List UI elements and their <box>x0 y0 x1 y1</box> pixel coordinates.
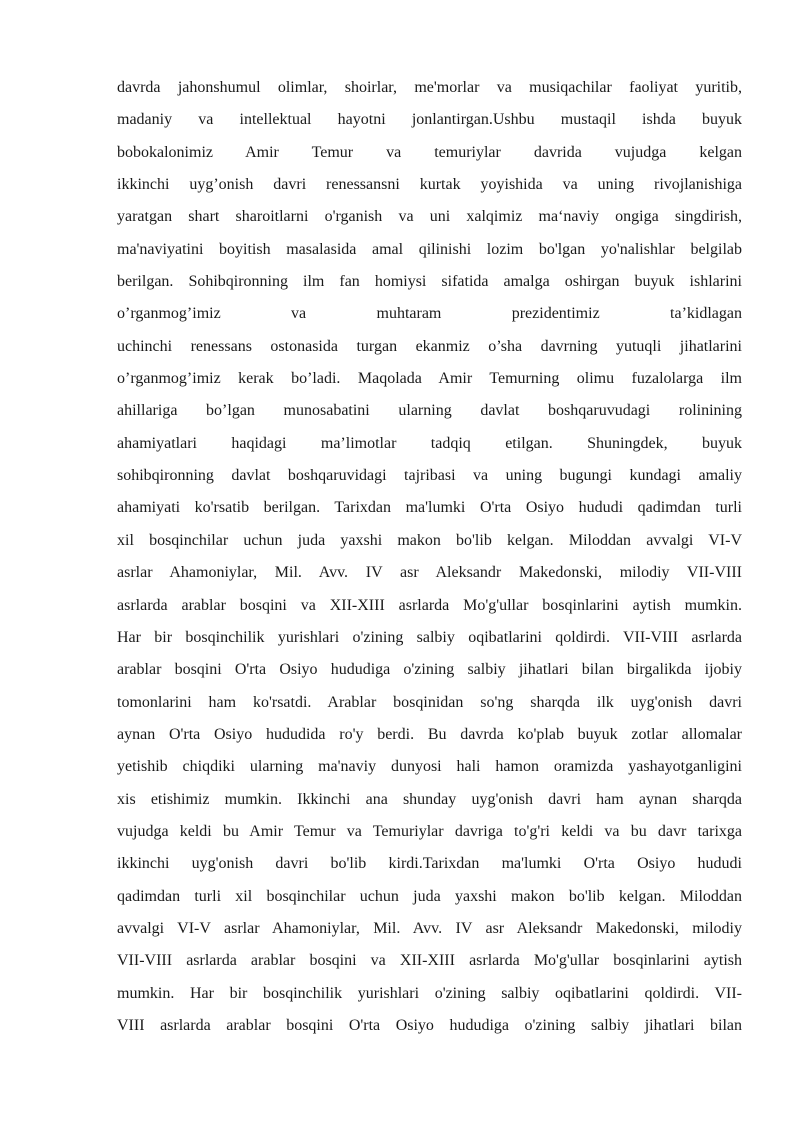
text-line: tomonlarini ham ko'rsatdi. Arablar bosqinidan so'ng sharqda ilk uyg'onish davri <box>117 693 742 711</box>
text-line: ma'naviyatini boyitish masalasida amal qilinishi lozim bo'lgan yo'nalishlar belgilab <box>117 240 742 258</box>
text-line: mumkin. Har bir bosqinchilik yurishlari o'zining salbiy oqibatlarini qoldirdi. VII- <box>117 984 742 1002</box>
text-line: qadimdan turli xil bosqinchilar uchun juda yaxshi makon bo'lib kelgan. Miloddan <box>117 887 742 905</box>
text-line: ahamiyati ko'rsatib berilgan. Tarixdan ma'lumki O'rta Osiyo hududi qadimdan turli <box>117 499 742 517</box>
text-line: vujudga keldi bu Amir Temur va Temuriylar davriga to'g'ri keldi va bu davr tarixga <box>117 822 742 840</box>
text-line: berilgan. Sohibqironning ilm fan homiysi sifatida amalga oshirgan buyuk ishlarini <box>117 273 742 291</box>
body-text <box>117 72 742 1042</box>
text-line: VII-VIII asrlarda arablar bosqini va XII-XIII asrlarda Mo'g'ullar bosqinlarini aytish <box>117 952 742 970</box>
text-line: aynan O'rta Osiyo hududida ro'y berdi. Bu davrda ko'plab buyuk zotlar allomalar <box>117 725 742 743</box>
text-line: ahillariga bo’lgan munosabatini ularning davlat boshqaruvudagi rolinining <box>117 402 742 420</box>
text-line: xil bosqinchilar uchun juda yaxshi makon bo'lib kelgan. Miloddan avvalgi VI-V <box>117 531 742 549</box>
text-line: VIII asrlarda arablar bosqini O'rta Osiyo hududiga o'zining salbiy jihatlari bilan <box>117 1016 742 1034</box>
text-line: ikkinchi uyg’onish davri renessansni kurtak yoyishida va uning rivojlanishiga <box>117 176 742 194</box>
text-line: asrlarda arablar bosqini va XII-XIII asrlarda Mo'g'ullar bosqinlarini aytish mumkin. <box>117 596 742 614</box>
text-line: ahamiyatlari haqidagi ma’limotlar tadqiq etilgan. Shuningdek, buyuk <box>117 434 742 452</box>
text-line: uchinchi renessans ostonasida turgan ekanmiz o’sha davrning yutuqli jihatlarini <box>117 337 742 355</box>
text-line: davrda jahonshumul olimlar, shoirlar, me'morlar va musiqachilar faoliyat yuritib, <box>117 79 742 96</box>
text-line: avvalgi VI-V asrlar Ahamoniylar, Mil. Avv. IV asr Aleksandr Makedonski, milodiy <box>117 919 742 937</box>
text-line: o’rganmog’imiz va muhtaram prezidentimiz ta’kidlagan <box>117 305 742 323</box>
text-line: Har bir bosqinchilik yurishlari o'zining salbiy oqibatlarini qoldirdi. VII-VIII asrlarda <box>117 628 742 646</box>
text-line: xis etishimiz mumkin. Ikkinchi ana shunday uyg'onish davri ham aynan sharqda <box>117 790 742 808</box>
text-line: arablar bosqini O'rta Osiyo hududiga o'zining salbiy jihatlari bilan birgalikda ijobiy <box>117 661 742 679</box>
text-line: yetishib chiqdiki ularning ma'naviy dunyosi hali hamon oramizda yashayotganligini <box>117 758 742 776</box>
text-line: asrlar Ahamoniylar, Mil. Avv. IV asr Aleksandr Makedonski, milodiy VII-VIII <box>117 564 742 582</box>
text-line: yaratgan shart sharoitlarni o'rganish va uni xalqimiz ma‘naviy ongiga singdirish, <box>117 208 742 226</box>
text-line: ikkinchi uyg'onish davri bo'lib kirdi.Tarixdan ma'lumki O'rta Osiyo hududi <box>117 855 742 873</box>
text-line: sohibqironning davlat boshqaruvidagi tajribasi va uning bugungi kundagi amaliy <box>117 467 742 485</box>
text-line: bobokalonimiz Amir Temur va temuriylar davrida vujudga kelgan <box>117 143 742 161</box>
text-line: madaniy va intellektual hayotni jonlantirgan.Ushbu mustaqil ishda buyuk <box>117 111 742 129</box>
text-line: o’rganmog’imiz kerak bo’ladi. Maqolada Amir Temurning olimu fuzalolarga ilm <box>117 370 742 388</box>
